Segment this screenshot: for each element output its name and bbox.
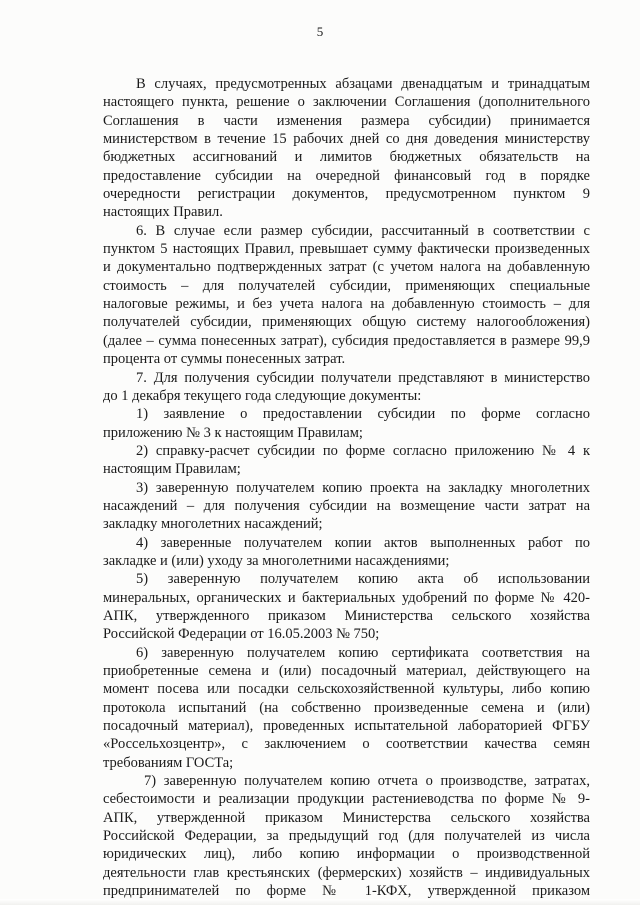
text-line: Российской Федерации, за предыдущий год (для получателей из числа: [103, 828, 590, 845]
paragraph: [103, 405, 590, 442]
text-line: 3) заверенную получателем копию проекта на закладку многолетних: [136, 479, 590, 496]
text-line: Российской Федерации от 16.05.2003 № 750;: [103, 626, 380, 643]
text-line: настоящих Правил.: [103, 204, 223, 221]
text-line: требованиям ГОСТа;: [103, 754, 234, 771]
text-line: 6. В случае если размер субсидии, рассчитанный в соответствии с: [136, 222, 590, 239]
paragraph: [103, 570, 590, 643]
paragraph: [103, 442, 590, 479]
text-line: настоящим Правилам;: [103, 461, 241, 478]
text-line: 5) заверенную получателем копию акта об использовании: [136, 571, 590, 588]
text-line: предпринимателей по форме № 1-КФХ, утвержденной приказом: [103, 883, 590, 900]
page-number: 5: [316, 24, 324, 39]
text-line: приложению № 3 к настоящим Правилам;: [103, 424, 363, 441]
text-line: минеральных, органических и бактериальных удобрений по форме № 420-: [103, 589, 590, 606]
text-line: себестоимости и реализации продукции растениеводства по форме № 9-: [103, 791, 590, 808]
paragraph: [103, 534, 590, 571]
text-line: юридических лиц), либо копию информации о производственной: [103, 846, 590, 863]
document-body: [103, 75, 590, 900]
text-line: приобретенные семена и (или) посадочный материал, действующего на: [103, 663, 590, 679]
text-line: бюджетных ассигнований и лимитов бюджетных обязательств на: [103, 149, 590, 166]
text-line: АПК, утвержденной приказом Министерства сельского хозяйства: [103, 809, 590, 826]
text-line: министерством в течение 15 рабочих дней со дня доведения министерству: [103, 131, 590, 148]
text-line: 7) заверенную получателем копию отчета о производстве, затратах,: [144, 773, 590, 790]
scan-edge: [0, 899, 640, 905]
paragraph: [103, 644, 590, 772]
text-line: «Россельхозцентр», с заключением о соответствии качества семян: [103, 736, 590, 753]
text-line: предоставление субсидии на очередной финансовый год в порядке: [103, 167, 590, 184]
text-line: момент посева или посадки сельскохозяйственной культуры, либо копию: [103, 681, 590, 698]
text-line: насаждений – для получения субсидии на возмещение части затрат на: [103, 497, 590, 514]
paragraph: [103, 479, 590, 534]
text-line: 7. Для получения субсидии получатели представляют в министерство: [136, 369, 590, 386]
paragraph: [103, 369, 590, 406]
text-line: (далее – сумма понесенных затрат), субсидия предоставляется в размере 99,9: [103, 332, 590, 349]
text-line: 1) заявление о предоставлении субсидии по форме согласно: [136, 406, 590, 423]
paragraph: [103, 772, 590, 900]
text-line: посадочный материал), проведенных испытательной лабораторией ФГБУ: [103, 718, 590, 735]
text-line: 6) заверенную получателем копию сертификата соответствия на: [136, 644, 590, 661]
text-line: В случаях, предусмотренных абзацами двенадцатым и тринадцатым: [136, 76, 590, 92]
text-line: протокола испытаний (на собственно произведенные семена и (или): [103, 699, 590, 716]
text-line: АПК, утвержденного приказом Министерства сельского хозяйства: [103, 607, 590, 624]
paragraph: [103, 222, 590, 369]
text-line: 4) заверенные получателем копии актов выполненных работ по: [136, 534, 590, 551]
text-line: и документально подтвержденных затрат (с учетом налога на добавленную: [103, 259, 590, 276]
text-line: очередности регистрации документов, предусмотренном пунктом 9: [103, 186, 590, 203]
text-line: получателей субсидии, применяющих общую систему налогообложения): [103, 314, 590, 331]
text-line: 2) справку-расчет субсидии по форме согласно приложению № 4 к: [136, 442, 590, 459]
paragraph: [103, 75, 590, 222]
text-line: процента от суммы понесенных затрат.: [103, 351, 346, 368]
text-line: налоговые режимы, и без учета налога на добавленную стоимость – для: [103, 296, 590, 313]
text-line: пунктом 5 настоящих Правил, превышает сумму фактически произведенных: [103, 241, 590, 258]
text-line: Соглашения в части изменения размера субсидии) принимается: [103, 112, 590, 129]
text-line: стоимость – для получателей субсидии, применяющих специальные: [103, 277, 590, 294]
text-line: настоящего пункта, решение о заключении Соглашения (дополнительного: [103, 94, 590, 111]
text-line: закладку многолетних насаждений;: [103, 516, 323, 533]
text-line: закладке и (или) уходу за многолетними насаждениями;: [103, 552, 450, 569]
text-line: деятельности глав крестьянских (фермерских) хозяйств – индивидуальных: [103, 864, 590, 881]
text-line: до 1 декабря текущего года следующие документы:: [103, 387, 422, 404]
